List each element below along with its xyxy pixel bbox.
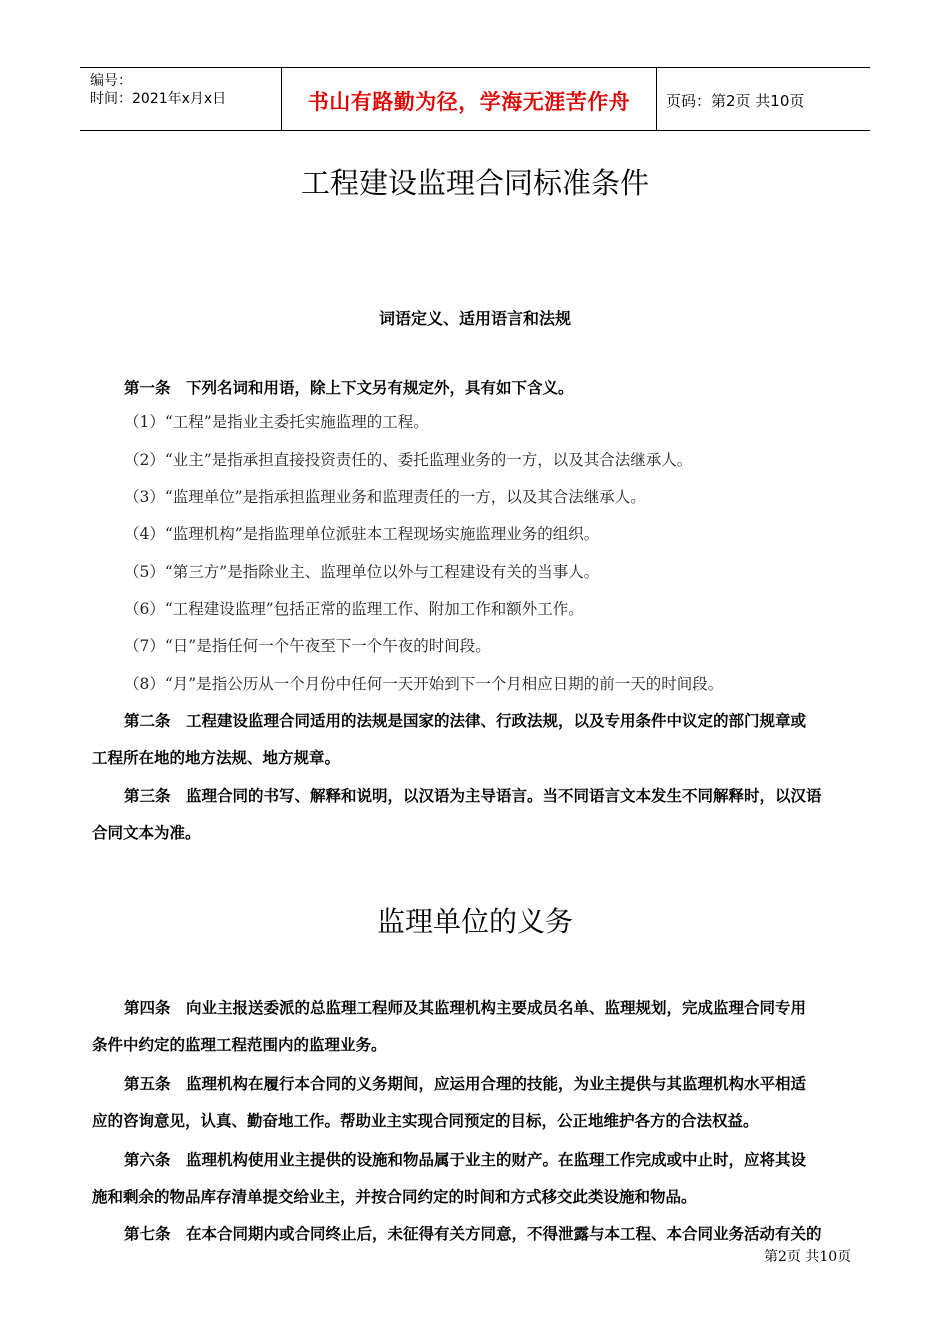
header-page-cell	[656, 68, 870, 130]
article-4-line-1: 第四条 向业主报送委派的总监理工程师及其监理机构主要成员名单、监理规划，完成监理合同专用	[124, 999, 807, 1017]
article-1: 第一条 下列名词和用语，除上下文另有规定外，具有如下含义。	[124, 379, 574, 397]
header-motto: 书山有路勤为径，学海无涯苦作舟	[307, 90, 631, 114]
definition-item: （6）“工程建设监理”包括正常的监理工作、附加工作和额外工作。	[124, 600, 584, 618]
document-time-label: 时间：2021年x月x日	[90, 91, 227, 107]
article-4-line-2: 条件中约定的监理工程范围内的监理业务。	[92, 1036, 387, 1054]
article-7-line-1: 第七条 在本合同期内或合同终止后，未征得有关方同意，不得泄露与本工程、本合同业务活动有关的	[124, 1225, 822, 1243]
article-6-line-2: 施和剩余的物品库存清单提交给业主，并按合同约定的时间和方式移交此类设施和物品。	[92, 1188, 697, 1206]
article-3-line-1: 第三条 监理合同的书写、解释和说明，以汉语为主导语言。当不同语言文本发生不同解释时，以汉语	[124, 787, 822, 805]
article-2-line-2: 工程所在地的地方法规、地方规章。	[92, 749, 341, 767]
section-title-definitions: 词语定义、适用语言和法规	[378, 309, 571, 328]
header-info-cell	[80, 68, 281, 130]
article-5-line-2: 应的咨询意见，认真、勤奋地工作。帮助业主实现合同预定的目标，公正地维护各方的合法权益。	[92, 1112, 759, 1130]
definition-item: （8）“月”是指公历从一个月份中任何一天开始到下一个月相应日期的前一天的时间段。	[124, 675, 724, 693]
article-5-line-1: 第五条 监理机构在履行本合同的义务期间，应运用合理的技能，为业主提供与其监理机构水平相适	[124, 1075, 807, 1093]
header-page-code: 页码：第2页 共10页	[666, 92, 805, 110]
article-2-line-1: 第二条 工程建设监理合同适用的法规是国家的法律、行政法规，以及专用条件中议定的部门规章或	[124, 712, 807, 730]
document-number-label: 编号：	[90, 73, 132, 89]
definition-item: （2）“业主”是指承担直接投资责任的、委托监理业务的一方，以及其合法继承人。	[124, 451, 693, 469]
section-title-obligations: 监理单位的义务	[376, 905, 573, 938]
article-3-line-2: 合同文本为准。	[92, 824, 201, 842]
article-6-line-1: 第六条 监理机构使用业主提供的设施和物品属于业主的财产。在监理工作完成或中止时，应将其设	[124, 1151, 807, 1169]
definition-item: （1）“工程”是指业主委托实施监理的工程。	[124, 413, 429, 431]
definition-item: （7）“日”是指任何一个午夜至下一个午夜的时间段。	[124, 637, 491, 655]
definition-item: （4）“监理机构”是指监理单位派驻本工程现场实施监理业务的组织。	[124, 525, 600, 543]
definition-item: （5）“第三方”是指除业主、监理单位以外与工程建设有关的当事人。	[124, 563, 600, 581]
header-motto-cell	[281, 68, 657, 130]
definition-item: （3）“监理单位”是指承担监理业务和监理责任的一方，以及其合法继承人。	[124, 488, 646, 506]
page-header	[80, 67, 870, 131]
page-footer: 第2页 共10页	[764, 1249, 852, 1265]
document-title: 工程建设监理合同标准条件	[300, 166, 649, 200]
